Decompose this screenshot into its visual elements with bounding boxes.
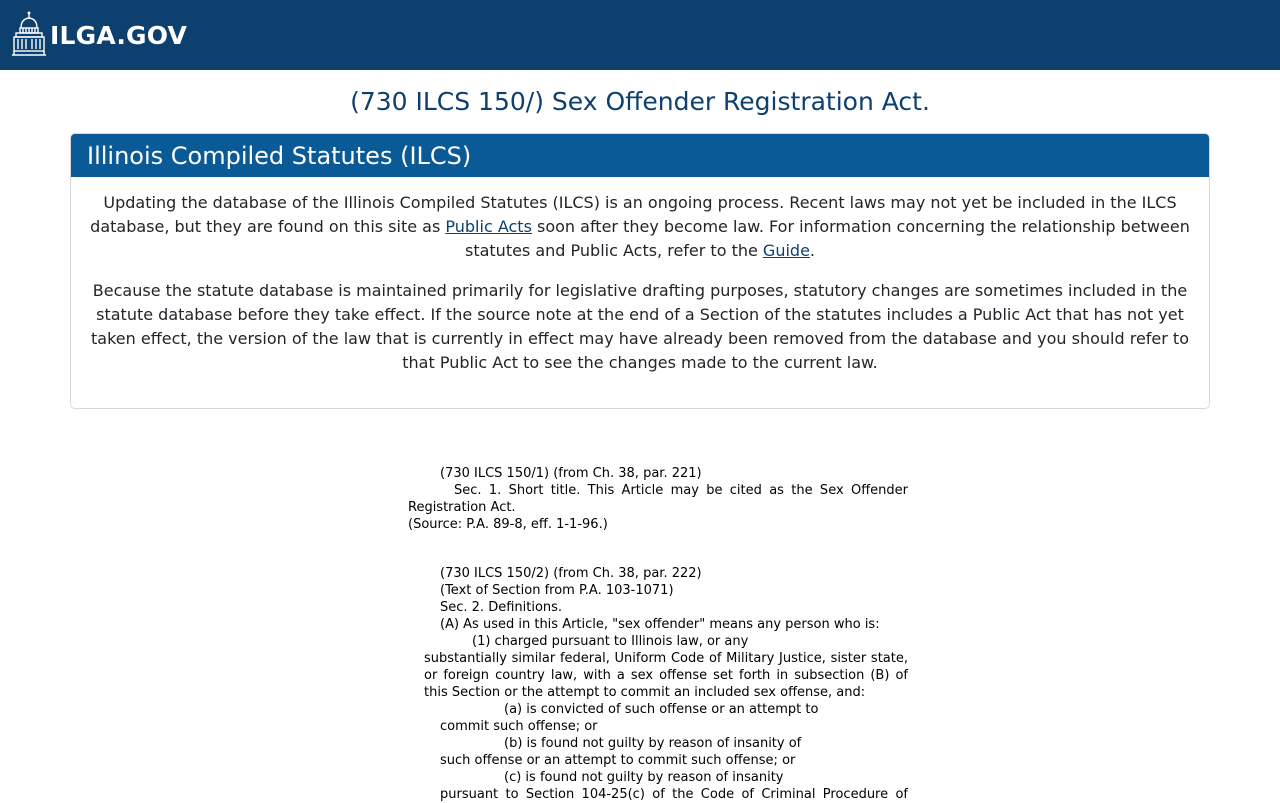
ilcs-notice-card xyxy=(70,133,1210,409)
section-gap xyxy=(408,533,908,565)
section-text: (b) is found not guilty by reason of insanity of xyxy=(504,736,802,751)
section-citation: (730 ILCS 150/2) (from Ch. 38, par. 222) xyxy=(440,566,702,581)
notice-heading: Illinois Compiled Statutes (ILCS) xyxy=(87,141,472,170)
section-text-from: (Text of Section from P.A. 103-1071) xyxy=(440,583,674,598)
section-source: (Source: P.A. 89-8, eff. 1-1-96.) xyxy=(408,517,608,532)
notice-card-header xyxy=(71,134,1209,177)
guide-link[interactable]: Guide xyxy=(762,241,810,260)
notice-paragraph-updating xyxy=(87,191,1193,263)
notice-paragraph-drafting: Because the statute database is maintained primarily for legislative drafting purposes, statutory changes are sometimes included in the statute database before they take effect. If the source note at the end of a Section of the statutes includes a Public Act that has not yet taken effect, the version of the law that is currently in effect may have already been removed from the database and you should refer to that Public Act to see the changes made to the current law. xyxy=(91,281,1189,372)
notice-text: . xyxy=(809,241,815,260)
section-text: commit such offense; or xyxy=(440,719,598,734)
section-text: this Section or the attempt to commit an included sex offense, and: xyxy=(424,685,866,700)
statute-text xyxy=(408,465,908,803)
capitol-dome-icon xyxy=(12,11,46,59)
site-logo-text: ILGA.GOV xyxy=(50,20,188,50)
site-header xyxy=(0,0,1280,70)
section-text: Registration Act. xyxy=(408,500,516,515)
section-text: substantially similar federal, Uniform Code of Military Justice, sister state, xyxy=(424,651,908,666)
public-acts-link[interactable]: Public Acts xyxy=(445,217,532,236)
section-text: (a) is convicted of such offense or an attempt to xyxy=(504,702,819,717)
notice-text: soon after they become law. For information concerning the relationship between statutes and Public Acts, refer to the xyxy=(464,217,1190,260)
section-text: (c) is found not guilty by reason of insanity xyxy=(504,770,784,785)
notice-text: Updating the database of the Illinois Compiled Statutes (ILCS) is an ongoing process. Recent laws may not yet be included in the ILCS database, but they are found on this site as xyxy=(90,193,1177,236)
section-text: (1) charged pursuant to Illinois law, or any xyxy=(472,634,749,649)
section-text: pursuant to Section 104-25(c) of the Code of Criminal Procedure of xyxy=(440,787,908,802)
page-title: (730 ILCS 150/) Sex Offender Registration Act. xyxy=(350,87,930,116)
section-text: (A) As used in this Article, "sex offender" means any person who is: xyxy=(440,617,880,632)
section-text: such offense or an attempt to commit such offense; or xyxy=(440,753,796,768)
section-heading: Sec. 2. Definitions. xyxy=(440,600,563,615)
site-logo-link[interactable] xyxy=(12,11,187,59)
section-citation: (730 ILCS 150/1) (from Ch. 38, par. 221) xyxy=(440,466,702,481)
section-text: or foreign country law, with a sex offense set forth in subsection (B) of xyxy=(424,668,908,683)
section-text: Sec. 1. Short title. This Article may be cited as the Sex Offender xyxy=(454,483,908,498)
notice-card-body xyxy=(71,177,1209,375)
